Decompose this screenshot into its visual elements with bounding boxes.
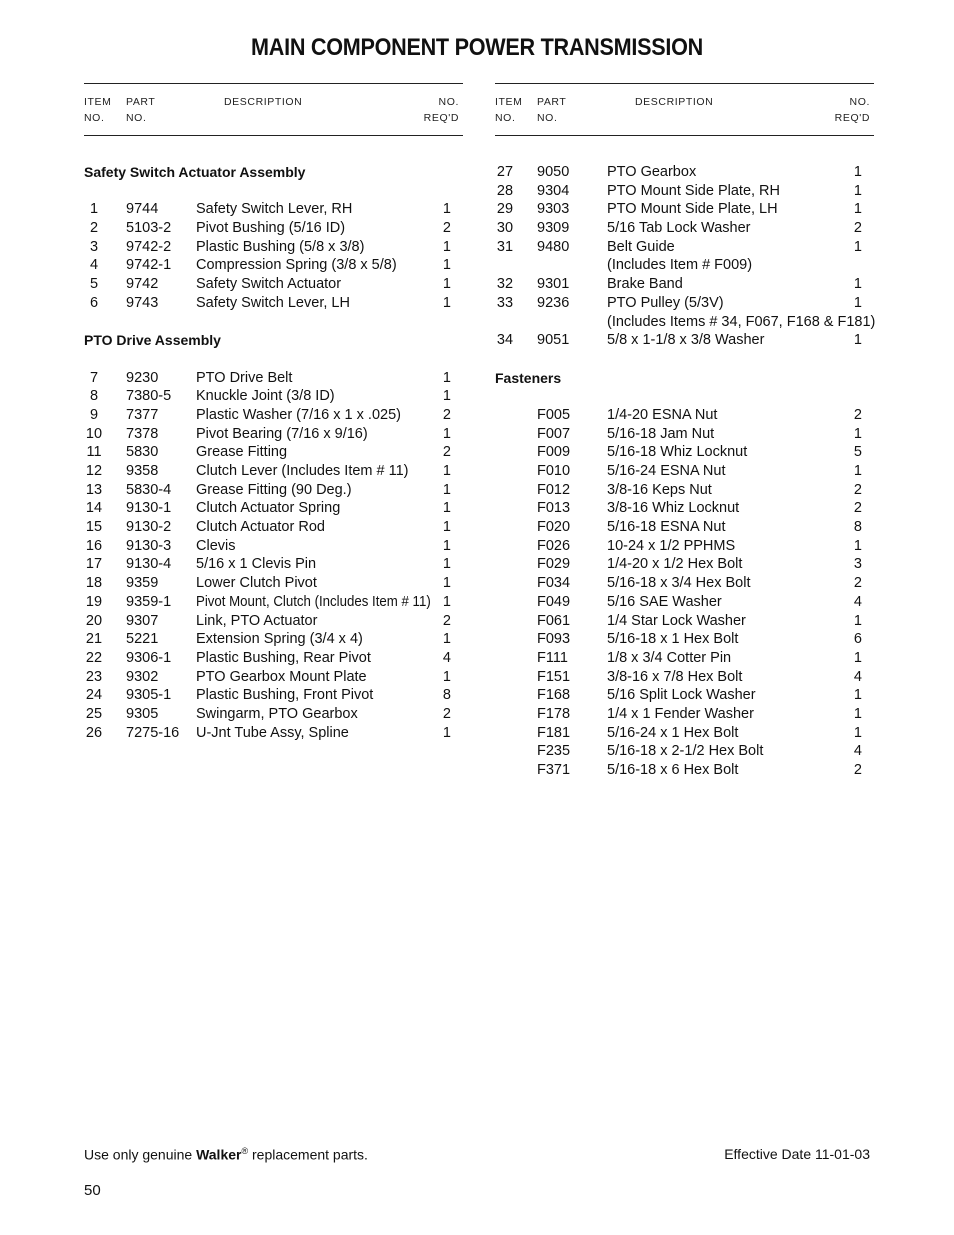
part-description: Plastic Bushing, Front Pivot <box>196 687 374 704</box>
quantity-required: 1 <box>442 481 451 498</box>
quantity-required: 2 <box>442 220 451 237</box>
part-description: Link, PTO Actuator <box>196 612 318 629</box>
quantity-required: 2 <box>442 612 451 629</box>
part-number: 9051 <box>537 332 570 349</box>
quantity-required: 1 <box>853 463 862 479</box>
part-description: Grease Fitting (90 Deg.) <box>196 481 352 498</box>
part-number: F007 <box>537 425 571 442</box>
item-number: 31 <box>496 238 514 255</box>
table-row <box>84 705 463 724</box>
part-description: PTO Gearbox <box>607 164 697 180</box>
item-number: 25 <box>85 705 103 722</box>
part-number: 9358 <box>126 463 159 479</box>
part-number: 9236 <box>537 294 570 311</box>
quantity-required: 1 <box>442 631 451 648</box>
part-number: F009 <box>537 444 571 461</box>
item-number: 27 <box>496 164 514 180</box>
table-row <box>495 275 874 294</box>
quantity-required: 2 <box>853 481 862 498</box>
spacer <box>84 350 463 369</box>
quantity-required: 1 <box>853 537 862 554</box>
part-description: Safety Switch Lever, RH <box>196 201 353 218</box>
header-item-no: NO. <box>495 112 516 124</box>
item-number: 30 <box>496 220 514 237</box>
part-number: 9305 <box>126 705 159 722</box>
part-description: (Includes Items # 34, F067, F168 & F181) <box>607 313 876 330</box>
table-row <box>495 686 874 705</box>
quantity-required: 4 <box>853 743 862 760</box>
part-description: 5/8 x 1-1/8 x 3/8 Washer <box>607 332 765 349</box>
item-number: 6 <box>89 294 99 311</box>
table-row <box>495 443 874 462</box>
table-row <box>84 724 463 743</box>
table-row <box>495 182 874 201</box>
section-title: PTO Drive Assembly <box>84 332 221 349</box>
part-number: 9130-3 <box>126 537 172 554</box>
table-row <box>495 313 874 332</box>
header-description: DESCRIPTION <box>635 96 714 108</box>
quantity-required: 1 <box>442 294 451 311</box>
part-description: Clutch Actuator Rod <box>196 519 325 536</box>
part-description: 1/4-20 ESNA Nut <box>607 406 718 423</box>
quantity-required: 5 <box>853 444 862 461</box>
part-description: Swingarm, PTO Gearbox <box>196 705 358 722</box>
parts-list-left <box>84 163 463 742</box>
table-row <box>495 761 874 780</box>
table-row <box>495 612 874 631</box>
part-number: 9309 <box>537 220 570 237</box>
table-row <box>84 200 463 219</box>
part-number: F168 <box>537 687 571 704</box>
spacer <box>495 387 874 406</box>
item-number: 22 <box>85 649 103 666</box>
item-number: 24 <box>85 687 103 704</box>
item-number: 29 <box>496 201 514 218</box>
quantity-required: 1 <box>442 257 451 274</box>
quantity-required: 1 <box>442 519 451 536</box>
header-no: NO. <box>849 96 870 108</box>
spacer <box>495 350 874 369</box>
table-row <box>495 499 874 518</box>
part-number: 9301 <box>537 276 570 293</box>
header-item: ITEM <box>84 96 112 108</box>
table-row <box>495 256 874 275</box>
item-number: 21 <box>85 631 103 648</box>
quantity-required: 8 <box>853 519 862 536</box>
part-description: 3/8-16 x 7/8 Hex Bolt <box>607 668 743 685</box>
quantity-required: 1 <box>442 201 451 218</box>
item-number: 34 <box>496 332 514 349</box>
item-number: 8 <box>89 388 99 405</box>
part-number: 9742-1 <box>126 257 172 274</box>
part-description: (Includes Item # F009) <box>607 257 753 274</box>
part-description: 5/16-18 ESNA Nut <box>607 519 726 536</box>
part-description: Pivot Bearing (7/16 x 9/16) <box>196 425 368 442</box>
part-description: PTO Gearbox Mount Plate <box>196 668 367 685</box>
part-description: Clutch Actuator Spring <box>196 500 341 517</box>
quantity-required: 2 <box>442 444 451 461</box>
quantity-required: 2 <box>853 406 862 423</box>
part-description: 5/16 SAE Washer <box>607 593 722 610</box>
part-description: 5/16 Split Lock Washer <box>607 687 756 704</box>
part-number: F005 <box>537 406 571 423</box>
part-number: 9742 <box>126 276 159 293</box>
quantity-required: 1 <box>442 463 451 479</box>
part-number: 7380-5 <box>126 388 172 405</box>
item-number: 15 <box>85 519 103 536</box>
quantity-required: 6 <box>853 631 862 648</box>
part-number: F012 <box>537 481 571 498</box>
part-description: 10-24 x 1/2 PPHMS <box>607 537 736 554</box>
table-row <box>84 518 463 537</box>
item-number: 9 <box>89 406 99 423</box>
quantity-required: 1 <box>853 164 862 180</box>
part-number: F020 <box>537 519 571 536</box>
part-number: 5221 <box>126 631 159 648</box>
quantity-required: 1 <box>442 238 451 255</box>
quantity-required: 1 <box>442 425 451 442</box>
part-description: 5/16 Tab Lock Washer <box>607 220 751 237</box>
part-description: 1/4-20 x 1/2 Hex Bolt <box>607 556 743 573</box>
table-row <box>495 331 874 350</box>
table-row <box>495 518 874 537</box>
quantity-required: 1 <box>853 182 862 199</box>
item-number: 12 <box>85 463 103 479</box>
part-number: 9359-1 <box>126 593 172 610</box>
footer-prefix: Use only genuine <box>84 1146 197 1163</box>
header-part-no: NO. <box>126 112 147 124</box>
quantity-required: 1 <box>442 388 451 405</box>
table-row <box>495 200 874 219</box>
table-row <box>84 238 463 257</box>
header-item: ITEM <box>495 96 523 108</box>
table-row <box>84 686 463 705</box>
quantity-required: 1 <box>442 668 451 685</box>
page-title: MAIN COMPONENT POWER TRANSMISSION <box>251 34 703 61</box>
quantity-required: 1 <box>853 276 862 293</box>
part-number: F029 <box>537 556 571 573</box>
item-number: 33 <box>496 294 514 311</box>
footer-suffix: replacement parts. <box>248 1146 368 1163</box>
item-number: 17 <box>85 556 103 573</box>
quantity-required: 1 <box>442 575 451 592</box>
part-description: 5/16-18 x 3/4 Hex Bolt <box>607 575 751 592</box>
part-number: 9130-4 <box>126 556 172 573</box>
header-item-no: NO. <box>84 112 105 124</box>
page-number: 50 <box>84 1182 101 1199</box>
header-reqd: REQ'D <box>834 112 870 124</box>
item-number: 2 <box>89 220 99 237</box>
part-description: 3/8-16 Whiz Locknut <box>607 500 740 517</box>
quantity-required: 1 <box>442 724 451 741</box>
quantity-required: 2 <box>853 220 862 237</box>
header-reqd: REQ'D <box>423 112 459 124</box>
table-row <box>495 537 874 556</box>
table-header <box>84 83 463 136</box>
part-description: Safety Switch Actuator <box>196 276 342 293</box>
table-row <box>495 481 874 500</box>
table-row <box>84 537 463 556</box>
table-row <box>84 462 463 481</box>
table-row <box>84 612 463 631</box>
part-number: 5830-4 <box>126 481 172 498</box>
quantity-required: 1 <box>853 724 862 741</box>
section-heading <box>84 163 463 182</box>
part-number: 9302 <box>126 668 159 685</box>
part-number: 9306-1 <box>126 649 172 666</box>
item-number: 23 <box>85 668 103 685</box>
quantity-required: 2 <box>442 406 451 423</box>
part-number: 7378 <box>126 425 159 442</box>
part-number: 9742-2 <box>126 238 172 255</box>
table-row <box>84 668 463 687</box>
registered-mark: ® <box>241 1146 249 1156</box>
quantity-required: 2 <box>853 762 862 778</box>
quantity-required: 1 <box>853 687 862 704</box>
header-description: DESCRIPTION <box>224 96 303 108</box>
part-description: 1/4 x 1 Fender Washer <box>607 705 754 722</box>
part-description: PTO Pulley (5/3V) <box>607 294 724 311</box>
table-row <box>495 630 874 649</box>
parts-column-left <box>84 83 463 742</box>
part-number: F010 <box>537 463 571 479</box>
item-number: 32 <box>496 276 514 293</box>
part-number: 9130-2 <box>126 519 172 536</box>
part-description: Compression Spring (3/8 x 5/8) <box>196 257 397 274</box>
quantity-required: 2 <box>853 575 862 592</box>
item-number: 19 <box>85 593 103 610</box>
item-number: 3 <box>89 238 99 255</box>
part-description: 5/16-18 x 2-1/2 Hex Bolt <box>607 743 764 760</box>
item-number: 28 <box>496 182 514 199</box>
part-number: F151 <box>537 668 571 685</box>
table-row <box>495 724 874 743</box>
table-row <box>495 668 874 687</box>
table-row <box>495 406 874 425</box>
quantity-required: 1 <box>853 649 862 666</box>
table-header <box>495 83 874 136</box>
part-description: 5/16-24 ESNA Nut <box>607 463 726 479</box>
part-number: F049 <box>537 593 571 610</box>
part-number: 9130-1 <box>126 500 172 517</box>
part-description: Lower Clutch Pivot <box>196 575 317 592</box>
item-number: 1 <box>89 201 99 218</box>
quantity-required: 1 <box>442 369 451 386</box>
part-number: F235 <box>537 743 571 760</box>
item-number: 16 <box>85 537 103 554</box>
part-number: F026 <box>537 537 571 554</box>
part-number: 9230 <box>126 369 159 386</box>
table-row <box>495 163 874 182</box>
part-description: Plastic Bushing (5/8 x 3/8) <box>196 238 365 255</box>
table-row <box>84 630 463 649</box>
table-row <box>495 294 874 313</box>
table-row <box>84 574 463 593</box>
table-row <box>495 649 874 668</box>
part-number: 7275-16 <box>126 724 180 741</box>
item-number: 20 <box>85 612 103 629</box>
part-number: F034 <box>537 575 571 592</box>
spacer <box>84 182 463 201</box>
part-description: Knuckle Joint (3/8 ID) <box>196 388 335 405</box>
section-title: Safety Switch Actuator Assembly <box>84 164 306 180</box>
part-description: 5/16-18 x 6 Hex Bolt <box>607 762 739 778</box>
table-row <box>495 238 874 257</box>
item-number: 4 <box>89 257 99 274</box>
part-number: F111 <box>537 649 568 666</box>
part-number: 9305-1 <box>126 687 172 704</box>
quantity-required: 1 <box>853 332 862 349</box>
table-row <box>84 256 463 275</box>
part-description: PTO Mount Side Plate, RH <box>607 182 781 199</box>
item-number: 5 <box>89 276 99 293</box>
part-number: 7377 <box>126 406 159 423</box>
footer-note <box>84 1146 368 1163</box>
part-description: 5/16-18 Jam Nut <box>607 425 715 442</box>
table-row <box>495 462 874 481</box>
table-row <box>84 649 463 668</box>
header-part-no: NO. <box>537 112 558 124</box>
quantity-required: 1 <box>442 500 451 517</box>
quantity-required: 1 <box>442 556 451 573</box>
part-description: 5/16-18 Whiz Locknut <box>607 444 748 461</box>
part-description: 5/16 x 1 Clevis Pin <box>196 556 317 573</box>
table-row <box>495 555 874 574</box>
spacer <box>84 313 463 332</box>
part-description: Pivot Bushing (5/16 ID) <box>196 220 346 237</box>
quantity-required: 1 <box>853 238 862 255</box>
table-row <box>84 499 463 518</box>
part-description: Grease Fitting <box>196 444 288 461</box>
table-row <box>84 593 463 612</box>
quantity-required: 8 <box>442 687 451 704</box>
table-row <box>495 742 874 761</box>
part-description: Belt Guide <box>607 238 675 255</box>
section-title: Fasteners <box>495 369 562 386</box>
part-description: PTO Mount Side Plate, LH <box>607 201 778 218</box>
item-number: 26 <box>85 724 103 741</box>
part-description: 5/16-18 x 1 Hex Bolt <box>607 631 739 648</box>
part-number: F181 <box>537 724 571 741</box>
section-heading <box>495 369 874 388</box>
table-row <box>495 593 874 612</box>
table-row <box>495 574 874 593</box>
effective-date: Effective Date 11-01-03 <box>724 1146 870 1162</box>
item-number: 13 <box>85 481 103 498</box>
part-number: 9050 <box>537 164 570 180</box>
part-description: Pivot Mount, Clutch (Includes Item # 11) <box>196 593 431 610</box>
part-number: F371 <box>537 762 571 778</box>
parts-list-right <box>495 163 874 780</box>
part-description: Plastic Bushing, Rear Pivot <box>196 649 371 666</box>
part-number: 9303 <box>537 201 570 218</box>
part-number: 9480 <box>537 238 570 255</box>
part-description: Brake Band <box>607 276 683 293</box>
part-description: 1/8 x 3/4 Cotter Pin <box>607 649 732 666</box>
table-row <box>84 294 463 313</box>
part-description: Plastic Washer (7/16 x 1 x .025) <box>196 406 401 423</box>
quantity-required: 1 <box>853 201 862 218</box>
part-description: Clevis <box>196 537 236 554</box>
parts-column-right <box>495 83 874 780</box>
table-row <box>84 555 463 574</box>
table-row <box>84 481 463 500</box>
table-row <box>84 387 463 406</box>
quantity-required: 1 <box>442 593 451 610</box>
header-part: PART <box>537 96 567 108</box>
part-description: U-Jnt Tube Assy, Spline <box>196 724 349 741</box>
quantity-required: 2 <box>853 500 862 517</box>
part-description: 5/16-24 x 1 Hex Bolt <box>607 724 739 741</box>
quantity-required: 4 <box>442 649 451 666</box>
part-description: Safety Switch Lever, LH <box>196 294 350 311</box>
item-number: 14 <box>85 500 103 517</box>
part-description: PTO Drive Belt <box>196 369 293 386</box>
header-part: PART <box>126 96 156 108</box>
table-row <box>84 219 463 238</box>
table-row <box>84 406 463 425</box>
item-number: 18 <box>85 575 103 592</box>
table-row <box>495 705 874 724</box>
part-number: 9743 <box>126 294 159 311</box>
quantity-required: 3 <box>853 556 862 573</box>
quantity-required: 1 <box>853 612 862 629</box>
item-number: 7 <box>89 369 99 386</box>
part-number: 9359 <box>126 575 159 592</box>
table-row <box>84 275 463 294</box>
brand-name: Walker <box>196 1146 242 1163</box>
table-row <box>495 219 874 238</box>
quantity-required: 1 <box>853 705 862 722</box>
part-number: 9307 <box>126 612 159 629</box>
part-number: F093 <box>537 631 571 648</box>
part-number: 9744 <box>126 201 159 218</box>
part-number: F061 <box>537 612 571 629</box>
part-number: 9304 <box>537 182 570 199</box>
header-no: NO. <box>438 96 459 108</box>
part-description: 3/8-16 Keps Nut <box>607 481 712 498</box>
part-number: 5103-2 <box>126 220 172 237</box>
quantity-required: 1 <box>442 537 451 554</box>
part-description: Extension Spring (3/4 x 4) <box>196 631 363 648</box>
part-number: 5830 <box>126 444 159 461</box>
table-row <box>84 369 463 388</box>
quantity-required: 1 <box>853 425 862 442</box>
item-number: 10 <box>85 425 103 442</box>
table-row <box>495 425 874 444</box>
quantity-required: 1 <box>853 294 862 311</box>
part-number: F178 <box>537 705 571 722</box>
table-row <box>84 443 463 462</box>
quantity-required: 1 <box>442 276 451 293</box>
part-description: Clutch Lever (Includes Item # 11) <box>196 463 409 479</box>
quantity-required: 4 <box>853 668 862 685</box>
part-description: 1/4 Star Lock Washer <box>607 612 746 629</box>
quantity-required: 2 <box>442 705 451 722</box>
part-number: F013 <box>537 500 571 517</box>
table-row <box>84 425 463 444</box>
section-heading <box>84 331 463 350</box>
item-number: 11 <box>86 444 102 461</box>
quantity-required: 4 <box>853 593 862 610</box>
